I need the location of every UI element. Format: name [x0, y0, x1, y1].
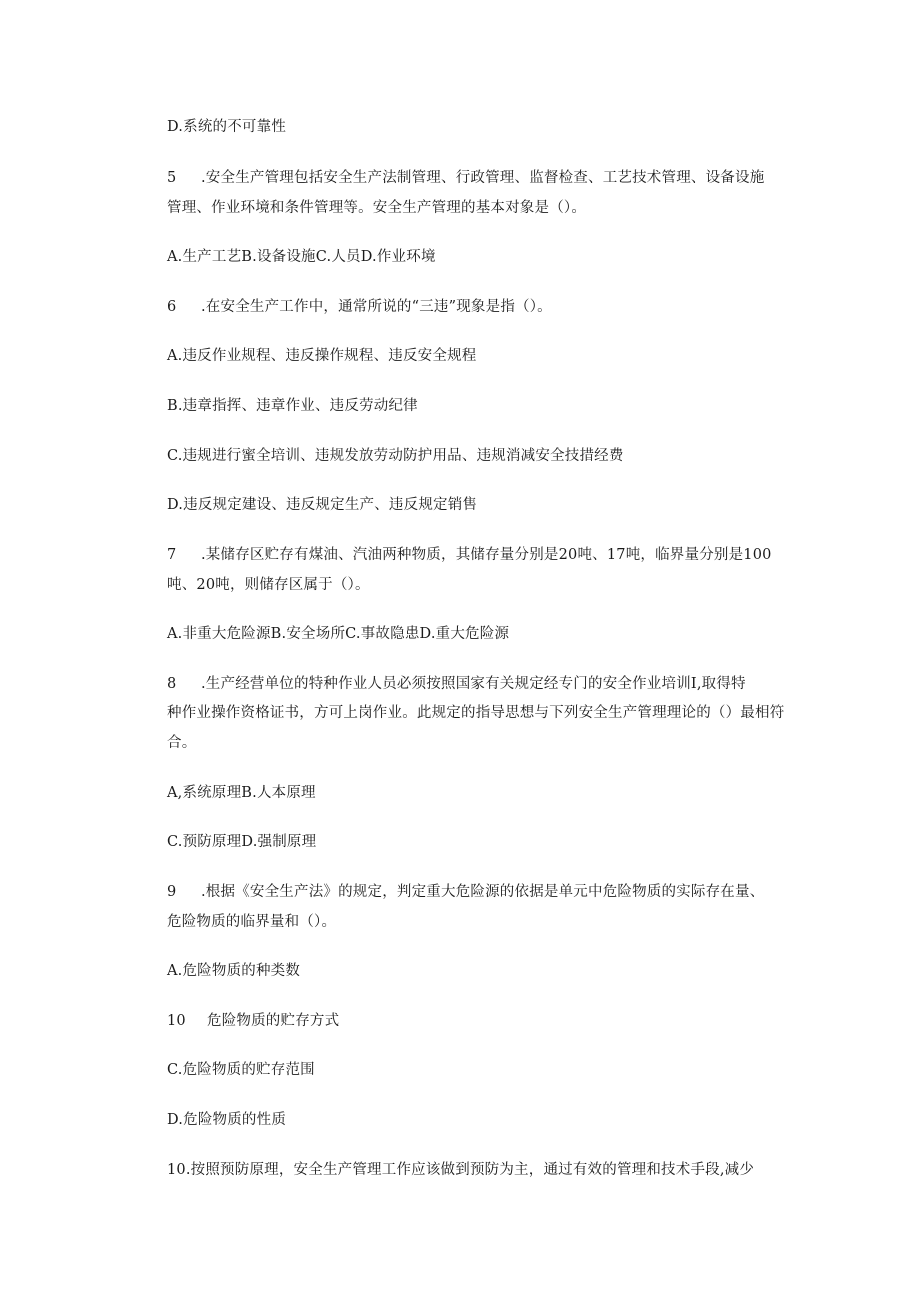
options-q7: A.非重大危险源B.安全场所C.事故隐患D.重大危险源 [167, 626, 510, 642]
option-d-q6: D.违反规定建设、违反规定生产、违反规定销售 [167, 497, 478, 513]
question-9-continued: 危险物质的临界量和（）。 [167, 914, 337, 930]
question-text: .某储存区贮存有煤油、汽油两种物质，其储存量分别是20吨、17吨，临界量分别是100 [201, 547, 772, 563]
question-text: .在安全生产工作中，通常所说的“三违”现象是指（）。 [201, 299, 552, 315]
question-7 [167, 545, 772, 565]
options-q8-ab: A,系统原理B.人本原理 [167, 785, 316, 801]
question-7-continued: 吨、20吨，则储存区属于（）。 [167, 577, 370, 593]
option-d-q4: D.系统的不可靠性 [167, 119, 287, 135]
question-5 [167, 168, 764, 188]
question-8-continued: 种作业操作资格证书，方可上岗作业。此规定的指导思想与下列安全生产管理理论的（）最相符 [167, 705, 785, 721]
option-b-q6: B.违章指挥、违章作业、违反劳动纪律 [167, 398, 418, 414]
option-number: 10 [167, 1013, 186, 1029]
option-c-q9: C.危险物质的贮存范围 [167, 1062, 315, 1078]
option-a-q6: A.违反作业规程、违反操作规程、违反安全规程 [167, 348, 477, 364]
option-c-q6: C.违规进行蜜全培训、违规发放劳动防护用品、违规消减安全技措经费 [167, 448, 624, 464]
question-5-continued: 管理、作业环境和条件管理等。安全生产管理的基本对象是（）。 [167, 200, 587, 216]
option-text: 危险物质的贮存方式 [207, 1013, 340, 1029]
question-number: 7 [167, 547, 177, 563]
question-10: 10.按照预防原理，安全生产管理工作应该做到预防为主，通过有效的管理和技术手段,减少 [167, 1162, 755, 1178]
question-8 [167, 674, 746, 694]
options-q5: A.生产工艺B.设备设施C.人员D.作业环境 [167, 249, 436, 265]
question-text: .生产经营单位的特种作业人员必须按照国家有关规定经专门的安全作业培训I,取得特 [201, 676, 746, 692]
question-number: 5 [167, 170, 177, 186]
question-6 [167, 297, 552, 317]
question-text: .根据《安全生产法》的规定，判定重大危险源的依据是单元中危险物质的实际存在量、 [201, 884, 765, 900]
question-8-continued-2: 合。 [167, 735, 197, 751]
question-text: .安全生产管理包括安全生产法制管理、行政管理、监督检查、工艺技术管理、设备设施 [201, 170, 765, 186]
option-b-q9 [167, 1011, 339, 1031]
question-number: 9 [167, 884, 177, 900]
option-d-q9: D.危险物质的性质 [167, 1112, 287, 1128]
question-number: 8 [167, 676, 177, 692]
question-9 [167, 882, 764, 902]
option-a-q9: A.危险物质的种类数 [167, 963, 301, 979]
question-number: 6 [167, 299, 177, 315]
options-q8-cd: C.预防原理D.强制原理 [167, 834, 317, 850]
